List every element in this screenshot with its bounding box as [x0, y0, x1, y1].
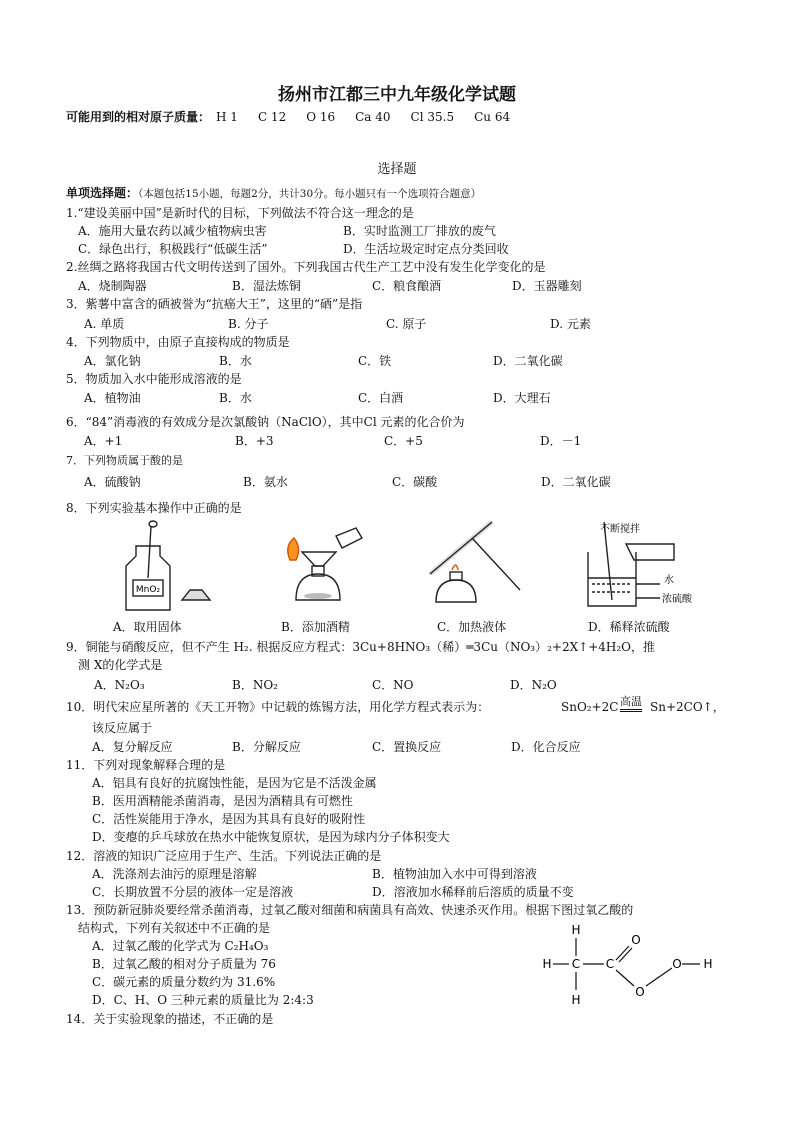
- mno2-label: MnO₂: [135, 585, 161, 595]
- question-1-option-c: C．绿色出行，积极践行“低碳生活”: [78, 242, 268, 256]
- question-13-stem-cont: 结构式，下列有关叙述中不正确的是: [78, 921, 271, 935]
- question-5-stem: 5．物质加入水中能形成溶液的是: [66, 372, 242, 386]
- question-2-stem: 2.丝绸之路将我国古代文明传送到了国外。下列我国古代生产工艺中没有发生化学变化的是: [66, 260, 546, 274]
- question-2-option-b: B．湿法炼铜: [232, 279, 301, 293]
- instructions-text: （本题包括15小题，每题2分，共计30分。每小题只有一个选项符合题意）: [138, 188, 482, 200]
- atomic-mass-value: C 12: [257, 110, 287, 124]
- atomic-mass-value: Cl 35.5: [410, 110, 455, 124]
- question-12-stem: 12．溶液的知识广泛应用于生产、生活。下列说法正确的是: [66, 849, 382, 863]
- equation-left: SnO₂+2C: [561, 700, 619, 714]
- question-12-option-c: C．长期放置不分层的液体一定是溶液: [92, 885, 294, 899]
- question-3-stem: 3．紫薯中富含的硒被誉为“抗癌大王”，这里的“硒”是指: [66, 297, 363, 311]
- heating-tube-figure: [430, 522, 520, 602]
- question-1-stem: 1.“建设美丽中国”是新时代的目标，下列做法不符合这一理念的是: [66, 206, 414, 220]
- question-10-option-c: C．置换反应: [372, 740, 442, 754]
- atomic-mass-value: H 1: [216, 110, 238, 124]
- question-6-option-a: A．+1: [84, 434, 123, 448]
- question-3-option-c: C. 原子: [386, 317, 427, 331]
- question-12-option-b: B．植物油加入水中可得到溶液: [372, 867, 537, 881]
- atomic-mass-value: Ca 40: [355, 110, 391, 124]
- question-13-option-d: D．C、H、O 三种元素的质量比为 2:4:3: [92, 993, 314, 1007]
- atom-c: C: [571, 957, 581, 971]
- question-2-option-a: A．烧制陶器: [78, 279, 147, 293]
- mno2-bottle-figure: [126, 521, 210, 610]
- question-10-stem: 10．明代宋应星所著的《天工开物》中记载的炼锡方法，用化学方程式表示为：: [66, 700, 490, 714]
- question-7-option-b: B．氨水: [243, 475, 288, 489]
- instructions-label: 单项选择题：: [66, 186, 139, 200]
- question-9-option-d: D．N₂O: [510, 678, 557, 692]
- question-5-option-d: D．大理石: [493, 391, 551, 405]
- question-4-stem: 4．下列物质中，由原子直接构成的物质是: [66, 335, 290, 349]
- question-7-stem: 7．下列物质属于酸的是: [66, 454, 183, 467]
- question-10-stem-cont: 该反应属于: [92, 721, 153, 735]
- question-4-option-d: D．二氧化碳: [493, 354, 563, 368]
- question-12-option-a: A．洗涤剂去油污的原理是溶解: [92, 867, 257, 881]
- atom-o: O: [635, 985, 645, 999]
- section-heading: 选择题: [377, 162, 417, 177]
- question-8-option-b: B．添加酒精: [281, 620, 350, 634]
- question-5-option-c: C．白酒: [358, 391, 404, 405]
- question-13-option-b: B．过氧乙酸的相对分子质量为 76: [92, 957, 276, 971]
- question-8-option-a: A．取用固体: [113, 620, 182, 634]
- atom-c: C: [605, 957, 615, 971]
- question-2-option-d: D．玉器雕刻: [512, 279, 582, 293]
- atom-o: O: [672, 957, 682, 971]
- question-9-stem: 9．铜能与硝酸反应，但不产生 H₂. 根据反应方程式：3Cu+8HNO₃（稀）═3Cu（NO₃）₂+2X↑+4H₂O，推: [66, 640, 656, 654]
- atomic-mass-line: [66, 109, 530, 125]
- question-6-stem: 6．“84”消毒液的有效成分是次氯酸钠（NaClO），其中Cl 元素的化合价为: [66, 415, 465, 429]
- question-10-option-b: B．分解反应: [232, 740, 301, 754]
- equation-condition: 高温: [620, 695, 642, 712]
- question-6-option-c: C．+5: [384, 434, 423, 448]
- question-1-option-d: D．生活垃圾定时定点分类回收: [343, 242, 509, 256]
- question-8-option-d: D．稀释浓硫酸: [588, 620, 670, 634]
- question-6-option-d: D．－1: [540, 434, 582, 448]
- peracetic-acid-structure: [536, 918, 726, 1010]
- question-4-option-b: B．水: [219, 354, 252, 368]
- alcohol-lamp-figure: [288, 528, 362, 600]
- question-3-option-a: A. 单质: [84, 317, 125, 331]
- question-1-option-b: B．实时监测工厂排放的废气: [343, 224, 496, 238]
- question-13-option-c: C．碳元素的质量分数约为 31.6%: [92, 975, 276, 989]
- question-11-option-d: D．变瘪的乒乓球放在热水中能恢复原状，是因为球内分子体积变大: [92, 830, 450, 844]
- question-6-option-b: B．+3: [235, 434, 274, 448]
- question-11-option-b: B．医用酒精能杀菌消毒，是因为酒精具有可燃性: [92, 794, 353, 808]
- question-7-option-a: A．硫酸钠: [84, 475, 141, 489]
- atom-h: H: [703, 957, 713, 971]
- atom-h: H: [571, 923, 581, 937]
- question-9-stem-cont: 测 X的化学式是: [78, 658, 163, 672]
- question-3-option-d: D. 元素: [550, 317, 591, 331]
- question-13-option-a: A．过氧乙酸的化学式为 C₂H₄O₃: [92, 939, 269, 953]
- instructions: [66, 185, 481, 202]
- question-7-option-c: C．碳酸: [392, 475, 438, 489]
- acid-label: 浓硫酸: [662, 594, 692, 605]
- question-3-option-b: B. 分子: [228, 317, 269, 331]
- question-2-option-c: C．粮食酿酒: [372, 279, 442, 293]
- question-10-option-d: D．化合反应: [511, 740, 581, 754]
- question-13-stem: 13．预防新冠肺炎要经常杀菌消毒，过氧乙酸对细菌和病菌具有高效、快速杀灭作用。根据下图过氧乙酸的: [66, 903, 634, 917]
- question-9-option-a: A．N₂O₃: [94, 678, 145, 692]
- question-1-option-a: A．施用大量农药以减少植物病虫害: [78, 224, 267, 238]
- stir-label: 不断搅拌: [600, 524, 640, 535]
- water-label: 水: [664, 575, 674, 586]
- question-8-option-c: C．加热液体: [437, 620, 507, 634]
- atom-o: O: [631, 933, 641, 947]
- question-11-option-a: A．铝具有良好的抗腐蚀性能，是因为它是不活泼金属: [92, 776, 377, 790]
- atom-h: H: [542, 957, 552, 971]
- atom-h: H: [571, 993, 581, 1007]
- atomic-mass-value: Cu 64: [474, 110, 511, 124]
- question-11-stem: 11．下列对现象解释合理的是: [66, 758, 226, 772]
- question-11-option-c: C．活性炭能用于净水，是因为其具有良好的吸附性: [92, 812, 366, 826]
- lab-operations-figure: [100, 518, 700, 618]
- question-9-option-c: C．NO: [372, 678, 414, 692]
- question-7-option-d: D．二氧化碳: [541, 475, 611, 489]
- question-4-option-a: A．氯化钠: [84, 354, 141, 368]
- question-8-stem: 8．下列实验基本操作中正确的是: [66, 501, 242, 515]
- atomic-mass-label: 可能用到的相对原子质量：: [66, 110, 211, 124]
- atomic-mass-value: O 16: [306, 110, 336, 124]
- question-10-option-a: A．复分解反应: [92, 740, 173, 754]
- exam-title: 扬州市江都三中九年级化学试题: [278, 85, 516, 105]
- question-5-option-a: A．植物油: [84, 391, 141, 405]
- question-12-option-d: D．溶液加水稀释前后溶质的质量不变: [372, 885, 574, 899]
- question-5-option-b: B．水: [219, 391, 252, 405]
- equation-right: Sn+2CO↑，: [650, 700, 725, 714]
- question-9-option-b: B．NO₂: [232, 678, 278, 692]
- question-14-stem: 14．关于实验现象的描述，不正确的是: [66, 1012, 274, 1026]
- question-4-option-c: C．铁: [358, 354, 392, 368]
